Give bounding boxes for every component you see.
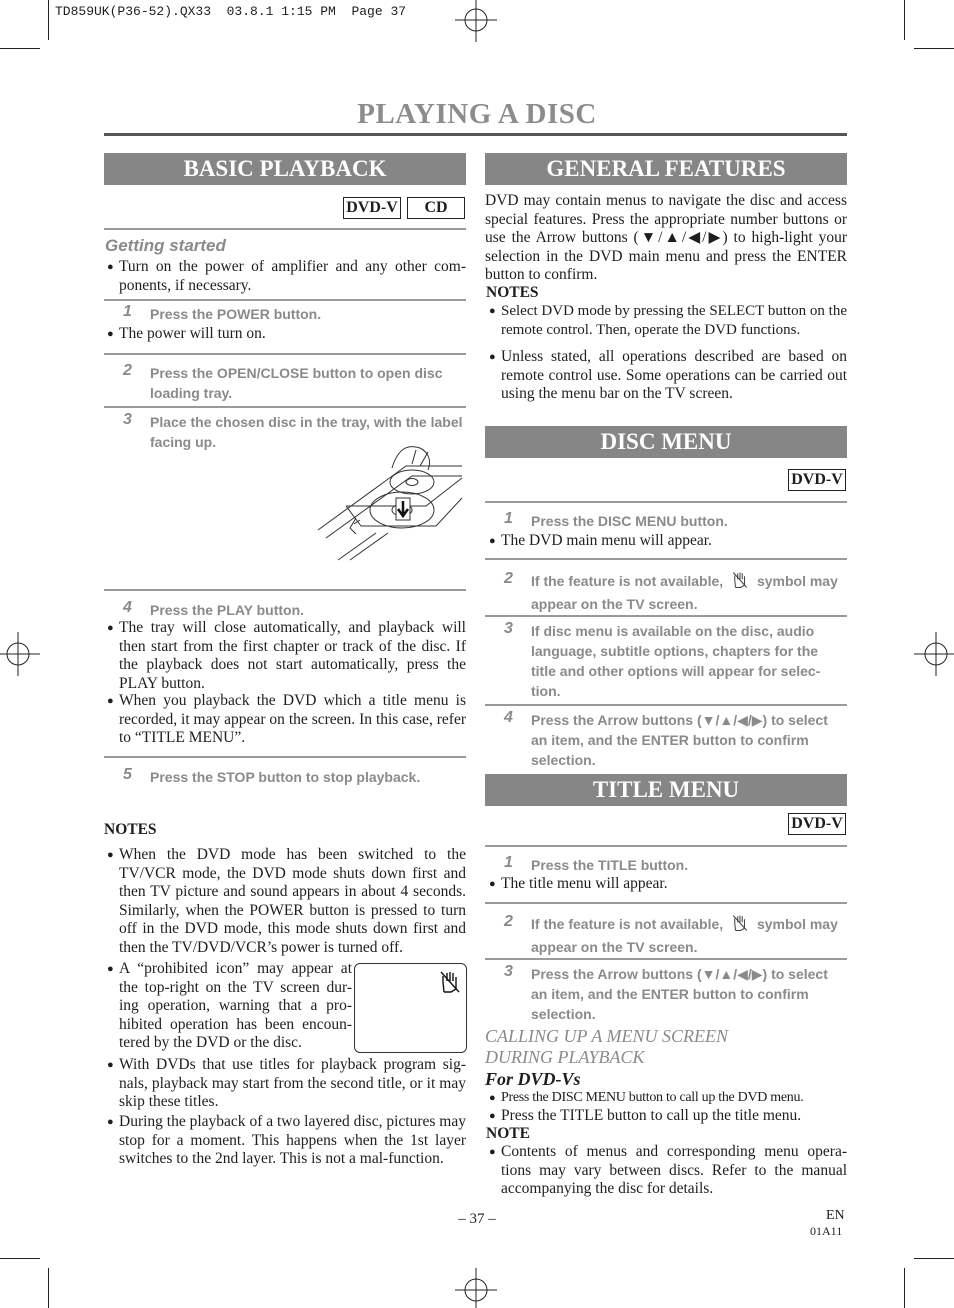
title-rule [104, 133, 847, 136]
divider [485, 704, 847, 706]
step-text-part: If the feature is not available, [531, 573, 724, 590]
page-number: – 37 – [458, 1211, 496, 1227]
step-number: 2 [504, 570, 513, 587]
step-text: Press the Arrow buttons (▼/▲/◀/▶) to select an item, and the ENTER button to confirm selection. [531, 966, 828, 1022]
disc-menu-banner: DISC MENU [485, 426, 847, 458]
crop-mark-br-h [914, 1258, 954, 1259]
prohibited-hand-icon [439, 970, 461, 994]
divider [104, 228, 466, 230]
bullet-text: ● Press the DISC MENU button to call up the DVD menu. [501, 1089, 847, 1108]
step-number: 4 [504, 709, 513, 726]
divider [104, 406, 466, 408]
step-number: 4 [123, 599, 132, 616]
registration-target-right [914, 632, 954, 676]
note-label: NOTE [486, 1125, 530, 1142]
for-dvd-vs-heading: For DVD-Vs [485, 1069, 581, 1089]
step-text: Press the TITLE button. [531, 857, 689, 873]
note-text: ● During the playback of a two layered disc, pictures may stop for a moment. This happens when the 1st layer switches to the 2nd layer. This is not a mal-function. [107, 1113, 466, 1167]
bullet-text: ● Press the TITLE button to call up the title menu. [489, 1107, 802, 1124]
step-text [531, 914, 846, 957]
prohibited-hand-icon [727, 571, 753, 594]
crop-mark-tr-h [914, 48, 954, 49]
general-features-banner: GENERAL FEATURES [485, 153, 847, 185]
bullet-icon: ● [107, 1116, 114, 1128]
bullet-text: ● Turn on the power of amplifier and any other com-ponents, if necessary. [107, 258, 466, 294]
step-text: Press the POWER button. [150, 306, 322, 322]
divider [485, 845, 847, 847]
step-text-part: symbol may appear on the TV screen. [531, 916, 838, 955]
bullet-text: ● The DVD main menu will appear. [489, 532, 712, 549]
bullet-icon: ● [107, 261, 114, 273]
bullet-icon: ● [489, 1110, 496, 1122]
bullet-icon: ● [489, 878, 496, 890]
crop-mark-bl-h [0, 1258, 40, 1259]
divider [104, 756, 466, 758]
note-text: ● Contents of menus and corresponding menu opera-tions may vary between discs. Refer to the manual accompanying the disc for details. [489, 1143, 847, 1197]
step-text: Place the chosen disc in the tray, with the label facing up. [150, 414, 463, 450]
note-text: ● When the DVD mode has been switched to the TV/VCR mode, the DVD mode shuts down first and then TV picture and sound appears in about 4 seconds. Similarly, when the POWER button is pressed to turn off in the DVD mode, this mode shuts down first and then the TV/DVD/VCR’s power is turned off. [107, 846, 466, 956]
step-text: Press the STOP button to stop playback. [150, 769, 421, 785]
note-text: ● A “prohibited icon” may appear at the top-right on the TV screen dur-ing operation, warning that a pro-hibited operation has been encoun-tered by the DVD or the disc. [107, 960, 352, 1051]
badge-dvd-v: DVD-V [788, 813, 846, 835]
bullet-icon: ● [489, 1092, 496, 1104]
bullet-text: ● The tray will close automatically, and playback will then start from the first chapter or track of the disc. If the playback does not start automatically, press the PLAY button. [107, 619, 466, 692]
disc-tray-illustration [316, 438, 464, 564]
bullet-text: ● The power will turn on. [107, 325, 266, 342]
step-text-part: symbol may appear on the TV screen. [531, 573, 838, 612]
registration-target-left [0, 632, 40, 676]
step-number: 3 [504, 620, 513, 637]
getting-started-heading: Getting started [105, 236, 226, 255]
divider [104, 589, 466, 591]
divider [485, 558, 847, 560]
calling-up-heading-line2: DURING PLAYBACK [485, 1047, 645, 1067]
calling-up-heading-line1: CALLING UP A MENU SCREEN [485, 1026, 729, 1046]
divider [485, 902, 847, 904]
notes-label: NOTES [104, 821, 157, 838]
bullet-icon: ● [107, 849, 114, 861]
bullet-icon: ● [489, 535, 496, 547]
step-text: Press the DISC MENU button. [531, 513, 728, 529]
step-number: 1 [504, 510, 513, 527]
note-text: ● Unless stated, all operations described are based on remote control use. Some operations can be carried out using the menu bar on the TV screen. [489, 348, 847, 402]
note-text: ● Select DVD mode by pressing the SELECT button on the remote control. Then, operate the DVD functions. [489, 303, 847, 338]
step-number: 2 [504, 913, 513, 930]
crop-mark-tr-v [904, 0, 905, 40]
step-number: 3 [123, 411, 132, 428]
bullet-icon: ● [489, 305, 496, 317]
page-title: PLAYING A DISC [357, 98, 597, 130]
step-number: 2 [123, 362, 132, 379]
divider [104, 299, 466, 301]
crop-mark-tl-h [0, 48, 40, 49]
notes-label: NOTES [486, 284, 539, 301]
prohibited-hand-icon [727, 914, 753, 937]
divider [104, 353, 466, 355]
crop-mark-bl-v [48, 1268, 49, 1308]
step-number: 1 [123, 303, 132, 320]
bullet-text: ● The title menu will appear. [489, 875, 668, 892]
print-slug: TD859UK(P36-52).QX33 03.8.1 1:15 PM Page 37 [55, 4, 407, 19]
step-text: Press the PLAY button. [150, 602, 305, 618]
divider [485, 958, 847, 960]
step-text: Press the Arrow buttons (▼/▲/◀/▶) to select an item, and the ENTER button to confirm selection. [531, 712, 828, 768]
step-number: 3 [504, 963, 513, 980]
bullet-icon: ● [107, 622, 114, 634]
step-text: Press the OPEN/CLOSE button to open disc loading tray. [150, 365, 443, 401]
bullet-icon: ● [489, 1146, 496, 1158]
crop-mark-br-v [904, 1268, 905, 1308]
step-text-part: If the feature is not available, [531, 916, 724, 933]
basic-playback-banner: BASIC PLAYBACK [104, 153, 466, 185]
registration-target-bottom [455, 1268, 497, 1308]
badge-cd: CD [407, 197, 465, 219]
registration-target-top [455, 0, 497, 42]
language-code: EN [826, 1208, 845, 1223]
badge-dvd-v: DVD-V [788, 469, 846, 491]
step-number: 5 [123, 766, 132, 783]
step-text [531, 571, 846, 614]
bullet-icon: ● [107, 963, 114, 975]
step-number: 1 [504, 854, 513, 871]
divider [485, 501, 847, 503]
bullet-icon: ● [107, 1059, 114, 1071]
general-intro: DVD may contain menus to navigate the disc and access special features. Press the appropriate number buttons or use the Arrow buttons (▼/▲/◀/▶) to high-light your selection in the DVD main menu and press the ENTER button to confirm. [485, 192, 847, 283]
bullet-icon: ● [107, 695, 114, 707]
badge-dvd-v: DVD-V [343, 197, 401, 219]
bullet-text: ● When you playback the DVD which a title menu is recorded, it may appear on the screen. In this case, refer to “TITLE MENU”. [107, 692, 466, 746]
crop-mark-tl-v [48, 0, 49, 40]
doc-code: 01A11 [810, 1224, 843, 1238]
title-menu-banner: TITLE MENU [485, 774, 847, 806]
tv-screen-illustration [354, 963, 467, 1053]
note-text: ● With DVDs that use titles for playback program sig-nals, playback may start from the second title, or it may skip these titles. [107, 1056, 466, 1110]
bullet-icon: ● [489, 351, 496, 363]
bullet-icon: ● [107, 328, 114, 340]
step-text: If disc menu is available on the disc, audio language, subtitle options, chapters for the title and other options will appear for selec-tion. [531, 623, 821, 699]
divider [485, 615, 847, 617]
